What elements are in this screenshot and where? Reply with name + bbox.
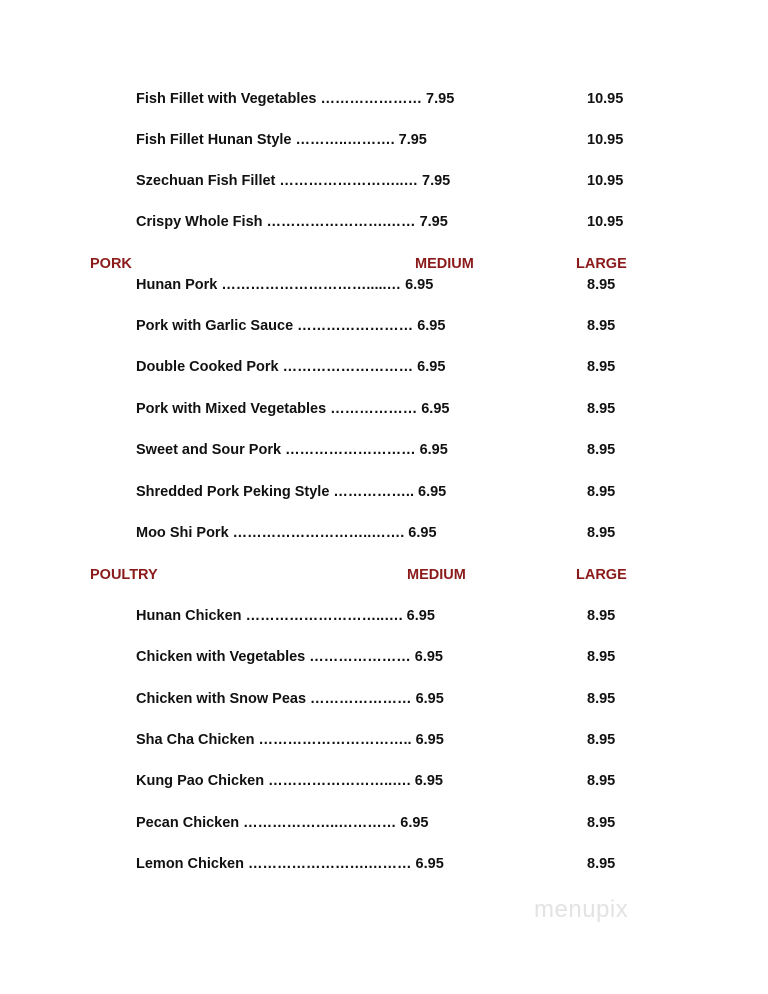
- section-title: POULTRY: [90, 567, 158, 583]
- menu-item-row: [0, 132, 768, 152]
- menu-item-row: [0, 649, 768, 669]
- menu-item-row: [0, 91, 768, 111]
- item-large-price: 8.95: [587, 318, 616, 334]
- section-title: PORK: [90, 256, 132, 272]
- item-large-price: 8.95: [587, 484, 616, 500]
- menu-item-row: [0, 173, 768, 193]
- item-large-price: 8.95: [587, 773, 616, 789]
- item-large-price: 10.95: [587, 173, 624, 189]
- item-large-price: 8.95: [587, 691, 616, 707]
- section-header-poultry: [0, 567, 768, 587]
- item-name-price: Pork with Garlic Sauce …………………… 6.95: [136, 318, 446, 334]
- item-name-price: Crispy Whole Fish …………………….…… 7.95: [136, 214, 448, 230]
- menu-item-row: [0, 691, 768, 711]
- item-name-price: Chicken with Vegetables ………………… 6.95: [136, 649, 443, 665]
- menu-item-row: [0, 277, 768, 297]
- item-large-price: 8.95: [587, 401, 616, 417]
- menu-item-row: [0, 318, 768, 338]
- item-large-price: 8.95: [587, 277, 616, 293]
- item-name-price: Double Cooked Pork ……………………… 6.95: [136, 359, 446, 375]
- item-name-price: Hunan Chicken ………………………..…. 6.95: [136, 608, 435, 624]
- item-large-price: 8.95: [587, 856, 616, 872]
- large-column-label: LARGE: [576, 256, 627, 272]
- menu-item-row: [0, 608, 768, 628]
- item-large-price: 8.95: [587, 359, 616, 375]
- item-name-price: Chicken with Snow Peas ………………… 6.95: [136, 691, 444, 707]
- medium-column-label: MEDIUM: [415, 256, 474, 272]
- item-large-price: 8.95: [587, 649, 616, 665]
- item-name-price: Pecan Chicken ………………..………… 6.95: [136, 815, 429, 831]
- item-large-price: 8.95: [587, 608, 616, 624]
- item-large-price: 8.95: [587, 442, 616, 458]
- item-large-price: 10.95: [587, 132, 624, 148]
- menu-item-row: [0, 856, 768, 876]
- item-name-price: Sha Cha Chicken ………………………….. 6.95: [136, 732, 444, 748]
- item-name-price: Moo Shi Pork ………………………..……. 6.95: [136, 525, 437, 541]
- menu-item-row: [0, 525, 768, 545]
- item-name-price: Shredded Pork Peking Style …………….. 6.95: [136, 484, 447, 500]
- item-name-price: Sweet and Sour Pork ……………………… 6.95: [136, 442, 448, 458]
- item-large-price: 10.95: [587, 91, 624, 107]
- item-large-price: 8.95: [587, 525, 616, 541]
- menu-item-row: [0, 359, 768, 379]
- menu-item-row: [0, 442, 768, 462]
- menu-item-row: [0, 401, 768, 421]
- item-name-price: Fish Fillet with Vegetables ………………… 7.95: [136, 91, 455, 107]
- item-name-price: Fish Fillet Hunan Style ………..………. 7.95: [136, 132, 427, 148]
- item-name-price: Hunan Pork ………………………….....… 6.95: [136, 277, 434, 293]
- menu-item-row: [0, 773, 768, 793]
- item-large-price: 10.95: [587, 214, 624, 230]
- item-name-price: Lemon Chicken …………………….……… 6.95: [136, 856, 444, 872]
- item-large-price: 8.95: [587, 815, 616, 831]
- menu-item-row: [0, 484, 768, 504]
- item-large-price: 8.95: [587, 732, 616, 748]
- large-column-label: LARGE: [576, 567, 627, 583]
- item-name-price: Szechuan Fish Fillet ……………………..… 7.95: [136, 173, 451, 189]
- medium-column-label: MEDIUM: [407, 567, 466, 583]
- menu-item-row: [0, 732, 768, 752]
- item-name-price: Pork with Mixed Vegetables ……………… 6.95: [136, 401, 450, 417]
- section-header-pork: [0, 256, 768, 276]
- menupix-watermark: menupix: [534, 896, 629, 923]
- menu-item-row: [0, 815, 768, 835]
- menu-item-row: [0, 214, 768, 234]
- item-name-price: Kung Pao Chicken ……………………..…. 6.95: [136, 773, 443, 789]
